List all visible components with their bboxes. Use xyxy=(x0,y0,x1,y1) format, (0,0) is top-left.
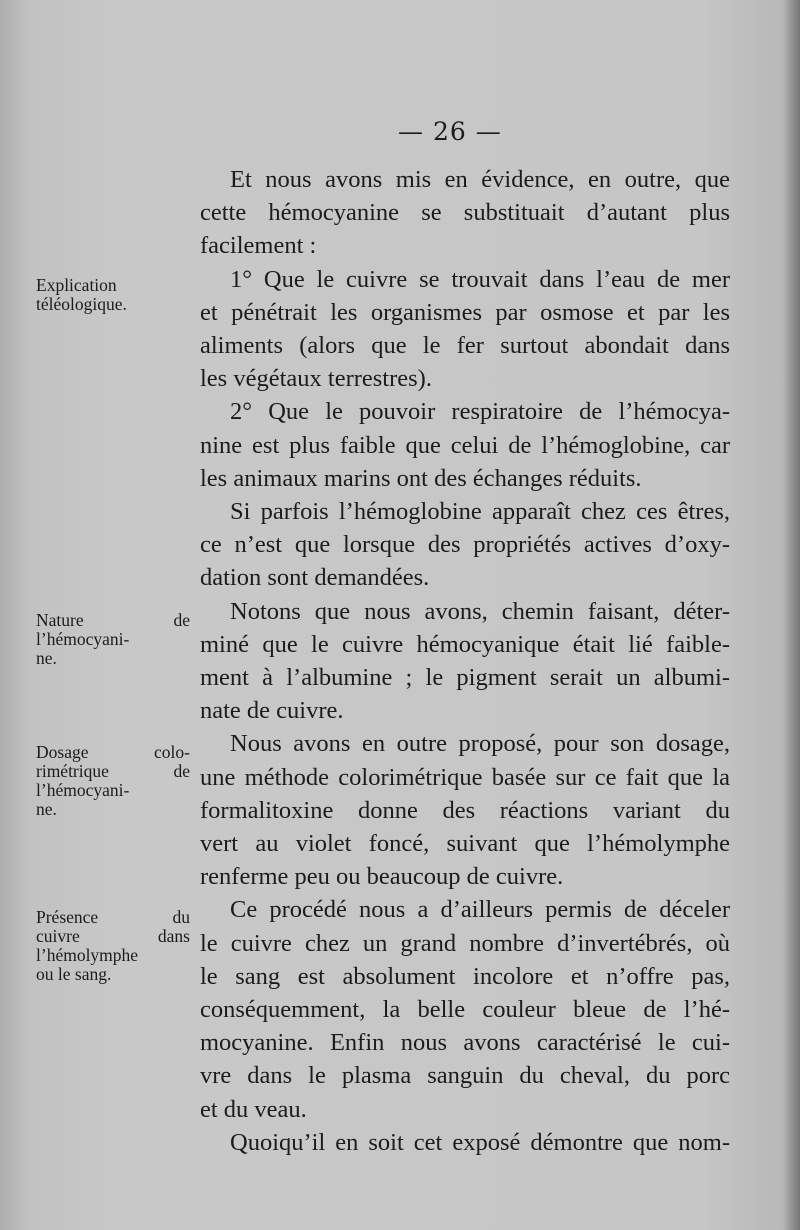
paragraph: 2° Que le pouvoir respiratoire de l’hémocya- xyxy=(230,398,730,426)
margin-note-line: ne. xyxy=(36,799,57,819)
margin-note-line: l’hémolymphe xyxy=(36,945,139,965)
page-number: — 26 — xyxy=(398,117,502,146)
paragraph-line: et du veau. xyxy=(200,1095,307,1123)
paragraph-line: nate de cuivre. xyxy=(200,697,344,725)
margin-note-dosage xyxy=(36,743,190,819)
paragraph-line: une méthode colorimétrique basée sur ce fait que la xyxy=(200,763,730,791)
paragraph-line: les animaux marins ont des échanges réduits. xyxy=(200,464,642,492)
margin-note-presence xyxy=(36,908,190,984)
paragraph: Notons que nous avons, chemin faisant, déter- xyxy=(230,597,730,625)
paragraph-line: formalitoxine donne des réactions variant du xyxy=(200,796,730,824)
margin-note-explication xyxy=(36,276,190,314)
paragraph-line: miné que le cuivre hémocyanique était lié faible- xyxy=(200,630,730,658)
paragraph-line: facilement : xyxy=(200,232,317,260)
paragraph-line: ment à l’albumine ; le pigment serait un albumi- xyxy=(200,664,730,692)
paragraph-line: ce n’est que lorsque des propriétés actives d’oxy- xyxy=(200,531,730,559)
paragraph-line: mocyanine. Enfin nous avons caractérisé le cui- xyxy=(200,1029,730,1057)
paragraph-line: cette hémocyanine se substituait d’autant plus xyxy=(200,199,730,227)
paragraph-line: aliments (alors que le fer surtout abondait dans xyxy=(200,332,730,360)
paragraph-line: les végétaux terrestres). xyxy=(200,365,432,393)
margin-note-line: Présence du xyxy=(36,907,190,927)
margin-note-nature xyxy=(36,611,190,668)
paragraph: Nous avons en outre proposé, pour son dosage, xyxy=(230,730,730,758)
margin-note-line: ou le sang. xyxy=(36,964,112,984)
paragraph-line: dation sont demandées. xyxy=(200,564,430,592)
margin-note-line: téléologique. xyxy=(36,294,127,314)
margin-note-line: Explication xyxy=(36,275,117,295)
paragraph-line: conséquemment, la belle couleur bleue de l’hé- xyxy=(200,996,730,1024)
paragraph-line: le sang est absolument incolore et n’offre pas, xyxy=(200,962,730,990)
paragraph: 1° Que le cuivre se trouvait dans l’eau de mer xyxy=(230,265,730,293)
margin-note-line: Nature de xyxy=(36,610,190,630)
margin-note-line: l’hémocyani- xyxy=(36,780,130,800)
paragraph: Et nous avons mis en évidence, en outre, que xyxy=(230,166,730,193)
margin-note-line: l’hémocyani- xyxy=(36,629,130,649)
margin-note-line: Dosage colo- xyxy=(36,742,190,762)
paragraph-line: et pénétrait les organismes par osmose et par les xyxy=(200,298,730,326)
margin-note-line: rimétrique de xyxy=(36,761,190,781)
page-edge-shadow xyxy=(784,0,800,1230)
paragraph: Ce procédé nous a d’ailleurs permis de déceler xyxy=(230,896,730,924)
paragraph: Quoiqu’il en soit cet exposé démontre que nom- xyxy=(230,1128,730,1156)
paragraph-line: le cuivre chez un grand nombre d’invertébrés, où xyxy=(200,929,730,957)
margin-note-line: ne. xyxy=(36,648,57,668)
paragraph-line: renferme peu ou beaucoup de cuivre. xyxy=(200,863,564,891)
paragraph: Si parfois l’hémoglobine apparaît chez ces êtres, xyxy=(230,498,730,526)
paragraph-line: vert au violet foncé, suivant que l’hémolymphe xyxy=(200,830,730,858)
paragraph-line: nine est plus faible que celui de l’hémoglobine, car xyxy=(200,431,730,459)
margin-note-line: cuivre dans xyxy=(36,926,190,946)
paragraph-line: vre dans le plasma sanguin du cheval, du porc xyxy=(200,1062,730,1090)
main-text xyxy=(200,163,730,1159)
